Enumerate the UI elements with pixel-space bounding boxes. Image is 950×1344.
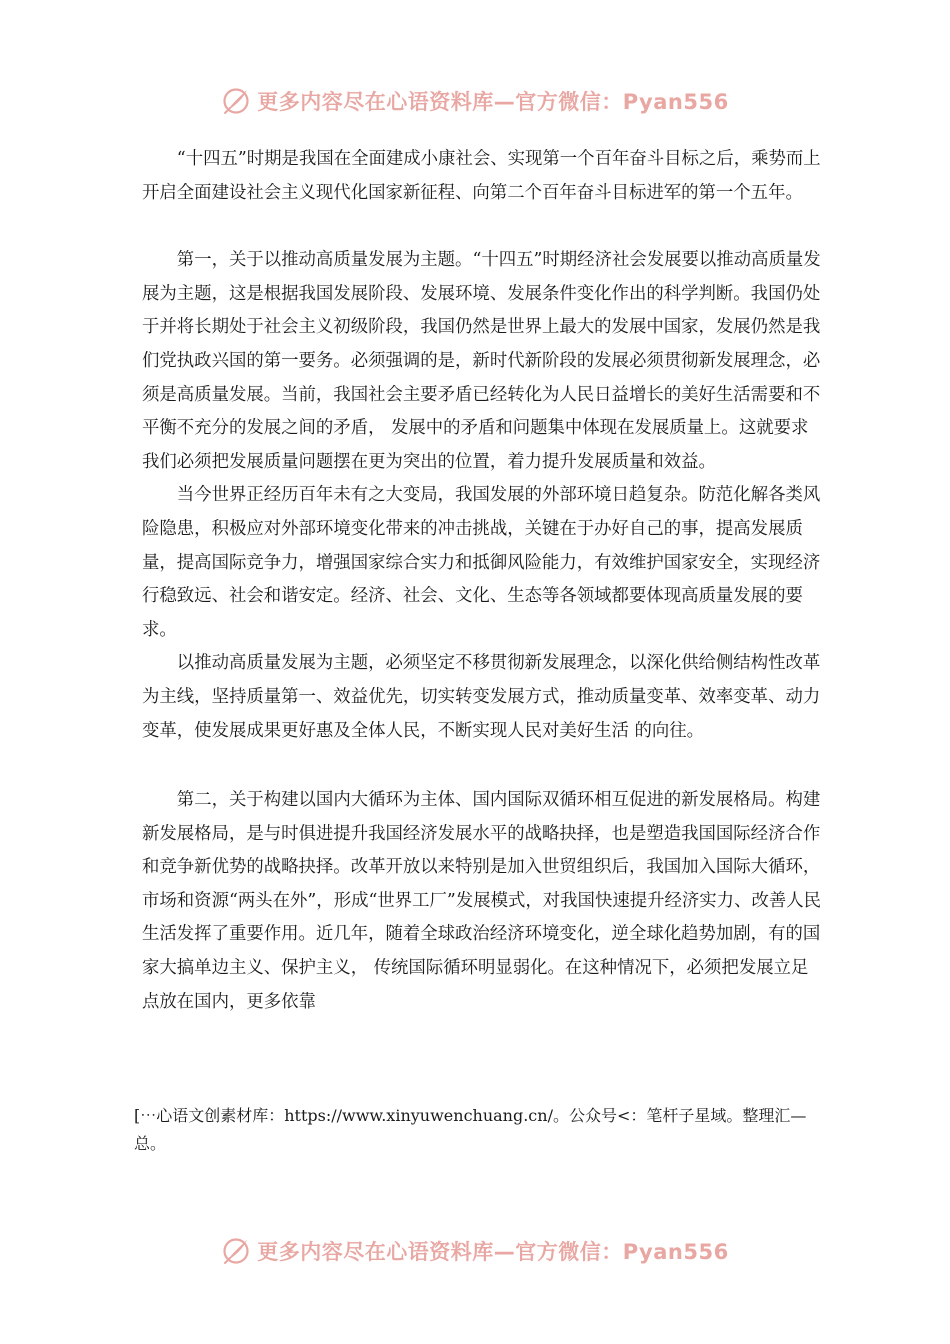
paragraph-first-topic-3: 以推动高质量发展为主题，必须坚定不移贯彻新发展理念，以深化供给侧结构性改革为主线，坚持质量第一、效益优先，切实转变发展方式，推动质量变革、效率变革、动力变革，使发展成果更好惠及全体人民，不断实现人民对美好生活 的向往。 bbox=[142, 653, 821, 741]
paragraph-first-topic-2: 当今世界正经历百年未有之大变局，我国发展的外部环境日趋复杂。防范化解各类风险隐患，积极应对外部环境变化带来的冲击挑战，关键在于办好自己的事，提高发展质量，提高国际竞争力，增强国家综合实力和抵御风险能力，有效维护国家安全，实现经济行稳致远、社会和谐安定。经济、社会、文化、生态等各领域都要体现高质量发展的要求。 bbox=[142, 485, 821, 640]
paragraph-intro: “十四五”时期是我国在全面建成小康社会、实现第一个百年奋斗目标之后，乘势而上开启全面建设社会主义现代化国家新征程、向第二个百年奋斗目标进军的第一个五年。 bbox=[142, 149, 821, 203]
paragraph-first-topic: 第一，关于以推动高质量发展为主题。“十四五”时期经济社会发展要以推动高质量发展为主题，这是根据我国发展阶段、发展环境、发展条件变化作出的科学判断。我国仍处于并将长期处于社会主义初级阶段，我国仍然是世界上最大的发展中国家，发展仍然是我们党执政兴国的第一要务。必须强调的是，新时代新阶段的发展必须贯彻新发展理念，必须是高质量发展。当前，我国社会主要矛盾已经转化为人民日益增长的美好生活需要和不平衡不充分的发展之间的矛盾， 发展中的矛盾和问题集中体现在发展质量上。这就要求我们必须把发展质量问题摆在更为突出的位置，着力提升发展质量和效益。 bbox=[142, 250, 821, 472]
header-banner-text: 更多内容尽在心语资料库—官方微信：Pyan556 bbox=[257, 90, 729, 114]
paragraph-second-topic: 第二，关于构建以国内大循环为主体、国内国际双循环相互促进的新发展格局。构建新发展格局，是与时俱进提升我国经济发展水平的战略抉择，也是塑造我国国际经济合作和竞争新优势的战略抉择。改革开放以来特别是加入世贸组织后，我国加入国际大循环，市场和资源“两头在外”，形成“世界工厂”发展模式，对我国快速提升经济实力、改善人民生活发挥了重要作用。近几年，随着全球政治经济环境变化，逆全球化趋势加剧，有的国家大搞单边主义、保护主义， 传统国际循环明显弱化。在这种情况下，必须把发展立足点放在国内，更多依靠 bbox=[142, 790, 822, 1012]
footer-banner bbox=[0, 1236, 950, 1266]
quill-logo-icon bbox=[221, 86, 251, 116]
header-banner bbox=[0, 86, 950, 116]
source-footnote: [⋯心语文创素材库：https://www.xinyuwenchuang.cn/。公众号<：笔杆子星域。整理汇—总。 bbox=[134, 1106, 807, 1153]
quill-logo-icon bbox=[221, 1236, 251, 1266]
footer-banner-text: 更多内容尽在心语资料库—官方微信：Pyan556 bbox=[257, 1240, 729, 1264]
section-gap bbox=[142, 210, 822, 244]
document-body bbox=[142, 143, 822, 1019]
section-gap bbox=[142, 748, 822, 784]
